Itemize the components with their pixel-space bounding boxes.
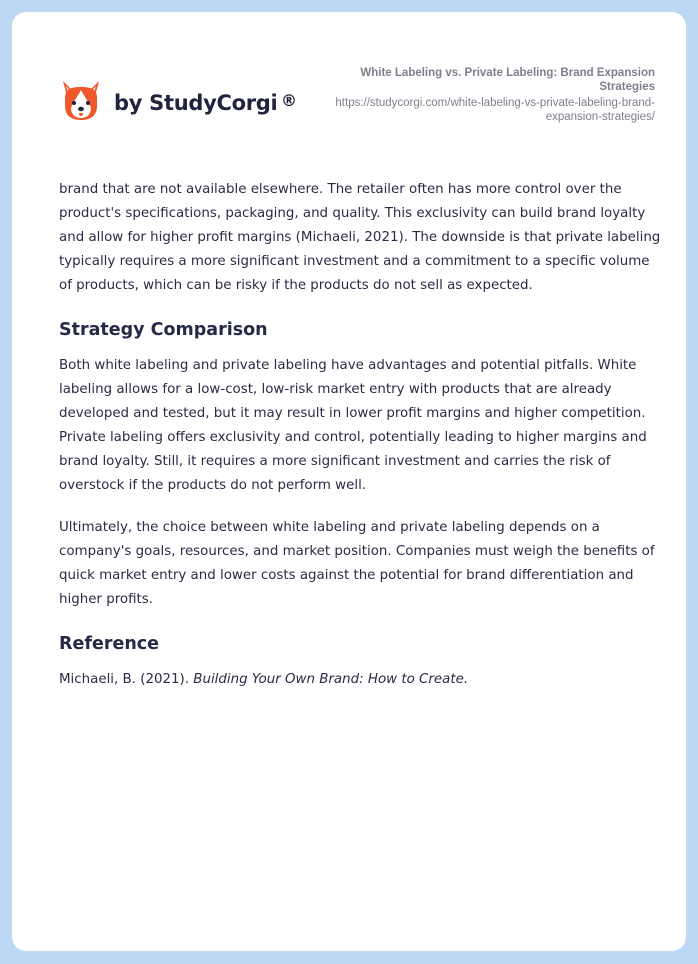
reference-heading: Reference <box>59 634 160 654</box>
document-url[interactable]: https://studycorgi.com/white-labeling-vs-private-labeling-brand-expansion-strategies/ <box>335 97 655 123</box>
document-title: White Labeling vs. Private Labeling: Brand Expansion Strategies <box>360 67 655 93</box>
brand-name: by StudyCorgi <box>114 91 278 115</box>
page-card <box>12 12 686 951</box>
page-header <box>12 12 686 152</box>
reference-author-year: Michaeli, B. (2021). <box>59 672 194 687</box>
section-heading-strategy-comparison: Strategy Comparison <box>59 320 268 340</box>
reference-title: Building Your Own Brand: How to Create. <box>193 672 469 687</box>
document-body <box>59 178 661 692</box>
intro-paragraph: brand that are not available elsewhere. The retailer often has more control over the product's specifications, packaging, and quality. This exclusivity can build brand loyalty and allow for higher profit margins (Michaeli, 2021). The downside is that private labeling typically requires a more significant investment and a commitment to a specific volume of products, which can be risky if the products do not sell as expected. <box>59 182 661 293</box>
reference-entry <box>59 668 661 692</box>
comparison-paragraph: Both white labeling and private labeling have advantages and potential pitfalls. White labeling allows for a low-cost, low-risk market entry with products that are already developed and tested, but it may result in lower profit margins and higher competition. Private labeling offers exclusivity and control, potentially leading to higher margins and brand loyalty. Still, it requires a more significant investment and carries the risk of overstock if the products do not perform well. <box>59 358 647 493</box>
document-meta <box>315 66 655 124</box>
conclusion-paragraph: Ultimately, the choice between white labeling and private labeling depends on a company's goals, resources, and market position. Companies must weigh the benefits of quick market entry and lower costs against the potential for brand differentiation and higher profits. <box>59 520 655 607</box>
corgi-logo-icon <box>60 78 102 124</box>
studycorgi-logo[interactable] <box>60 76 310 126</box>
registered-mark: ® <box>281 91 297 110</box>
